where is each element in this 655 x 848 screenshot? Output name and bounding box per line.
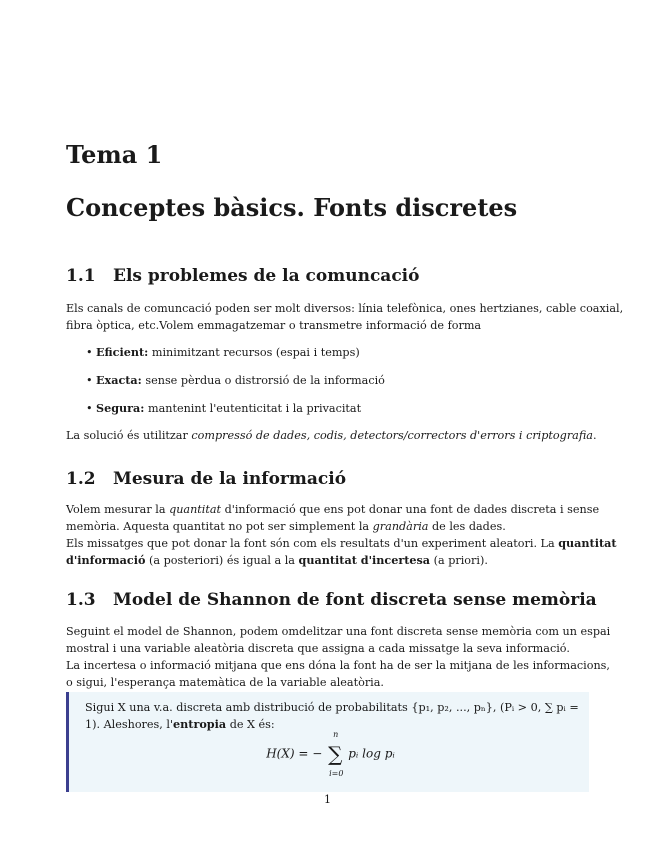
text-run: memòria. Aquesta quantitat no pot ser simplement la <box>66 520 373 533</box>
chapter-title: Conceptes bàsics. Fonts discretes <box>66 193 518 222</box>
text-run: Volem mesurar la <box>66 503 170 516</box>
chapter-number: Tema 1 <box>66 140 163 169</box>
bold-text: quantitat d'incertesa <box>298 553 431 567</box>
text-line: Seguint el model de Shannon, podem omdelitzar una font discreta sense memòria com un espai <box>66 625 611 638</box>
paragraph <box>66 427 597 444</box>
bullet-icon: • <box>86 346 93 359</box>
text-line: Sigui X una v.a. discreta amb distribució de probabilitats {p₁, p₂, ..., pₙ}, (Pᵢ > 0, ∑ pᵢ = <box>85 701 579 714</box>
item-term: Exacta: <box>96 373 142 387</box>
list-item <box>66 372 589 400</box>
sum-lower-limit: i=0 <box>329 769 344 778</box>
text-line: La incertesa o informació mitjana que ens dóna la font ha de ser la mitjana de les informacions, <box>66 659 610 672</box>
bold-text: entropia <box>173 717 227 731</box>
bullet-list <box>66 344 589 428</box>
bold-text: quantitat <box>558 536 617 550</box>
paragraph <box>66 501 617 569</box>
text-run: (a posteriori) és igual a la <box>145 554 299 567</box>
text-run: 1). Aleshores, l' <box>85 718 174 731</box>
item-term: Eficient: <box>96 345 149 359</box>
section-heading-1-2 <box>66 469 346 489</box>
text-run: Els missatges que pot donar la font són com els resultats d'un experiment aleatori. La <box>66 537 559 550</box>
emphasis-text: compressó de dades, codis, detectors/correctors d'errors i criptografia <box>191 429 593 442</box>
paragraph <box>66 623 611 691</box>
list-item <box>66 344 589 372</box>
text-run: (a priori). <box>430 554 488 567</box>
text-run: . <box>592 429 597 442</box>
bold-text: d'informació <box>66 553 146 567</box>
text-line: fibra òptica, etc.Volem emmagatzemar o transmetre informació de forma <box>66 319 482 332</box>
paragraph <box>66 300 624 334</box>
text-line <box>66 518 589 535</box>
section-number: 1.3 <box>66 590 96 610</box>
page-number: 1 <box>324 793 331 806</box>
text-run: La solució és utilitzar <box>66 429 192 442</box>
item-desc: minimitzant recursos (espai i temps) <box>151 346 360 359</box>
summation-icon: ∑ n i=0 <box>328 730 344 778</box>
text-line <box>66 427 597 444</box>
sum-upper-limit: n <box>333 730 339 739</box>
definition-text <box>85 699 585 733</box>
text-run: de les dades. <box>428 520 506 533</box>
text-line: Els canals de comuncació poden ser molt diversos: línia telefònica, ones hertzianes, cable coaxial, <box>66 302 624 315</box>
list-item <box>66 400 589 428</box>
text-line <box>66 501 600 518</box>
text-line: o sigui, l'esperança matemàtica de la variable aleatòria. <box>66 676 384 689</box>
bullet-icon: • <box>86 374 93 387</box>
emphasis-text: quantitat <box>169 503 222 516</box>
text-line <box>66 552 589 569</box>
section-title: Model de Shannon de font discreta sense memòria <box>113 590 597 610</box>
formula-rhs: pᵢ log pᵢ <box>348 746 395 761</box>
bullet-icon: • <box>86 402 93 415</box>
text-line: mostral i una variable aleatòria discreta que assigna a cada missatge la seva informació. <box>66 642 570 655</box>
item-desc: sense pèrdua o distrorsió de la informació <box>145 374 385 387</box>
section-title: Els problemes de la comuncació <box>113 266 420 286</box>
emphasis-text: grandària <box>372 520 429 533</box>
text-line <box>66 535 617 552</box>
definition-box <box>66 692 589 792</box>
section-heading-1-3 <box>66 590 597 610</box>
item-term: Segura: <box>96 401 145 415</box>
section-number: 1.2 <box>66 469 96 489</box>
text-run: d'informació que ens pot donar una font de dades discreta i sense <box>221 503 600 516</box>
text-run: de X és: <box>226 718 275 731</box>
section-number: 1.1 <box>66 266 96 286</box>
item-desc: mantenint l'eutenticitat i la privacitat <box>148 402 362 415</box>
formula-lhs: H(X) = − <box>266 746 323 761</box>
section-title: Mesura de la informació <box>113 469 347 489</box>
entropy-formula <box>69 730 592 778</box>
section-heading-1-1 <box>66 266 419 286</box>
